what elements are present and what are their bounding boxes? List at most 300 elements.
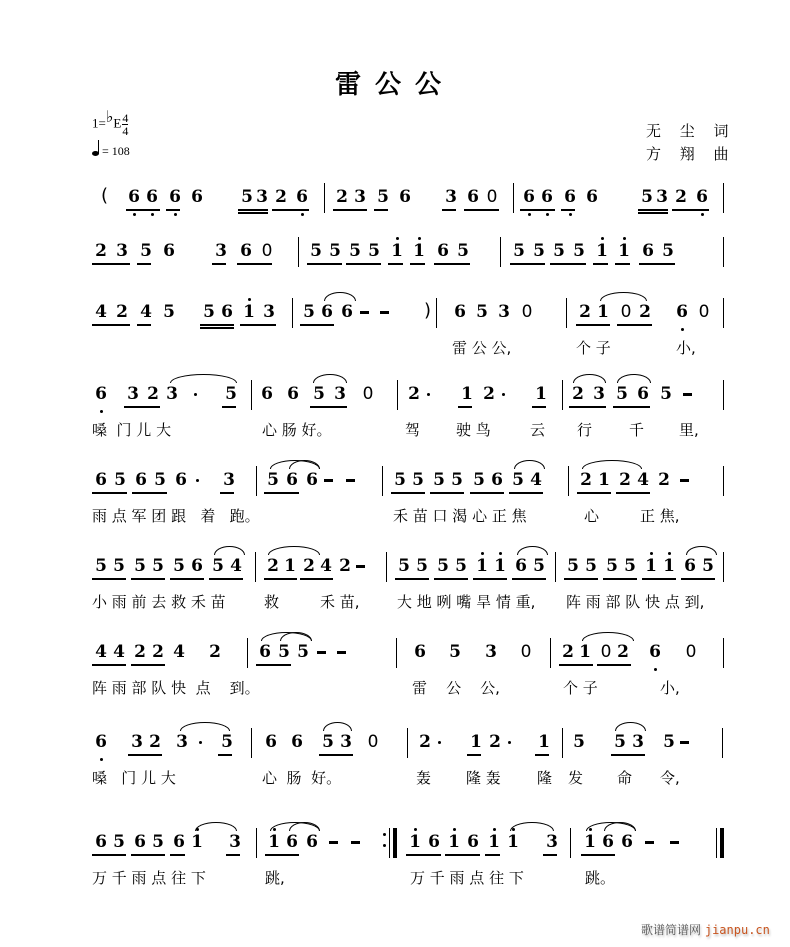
note-digit: 6 [428,832,440,852]
sustain-dash [680,741,689,744]
rest [366,731,380,753]
note [220,301,234,323]
note [258,641,272,663]
note-digit: 5 [573,732,585,752]
note-digit: 6 [637,384,649,404]
note [701,555,715,577]
note-digit: 6 [221,302,233,322]
lyric-text: 小, [676,339,696,357]
note [112,555,126,577]
note [460,383,474,405]
barline [251,728,252,758]
rest [619,301,633,323]
rest [520,301,534,323]
note-digit: 2 [408,384,420,404]
note-digit: 4 [173,642,185,662]
note-digit: 2 [483,384,495,404]
note-digit: 5 [433,470,445,490]
note [321,731,335,753]
beam-underline [126,209,160,211]
barline [397,380,398,410]
barline [570,828,571,858]
note-digit: 3 [445,187,457,207]
credits [646,120,736,166]
note [453,301,467,323]
note [202,301,216,323]
beam-underline [672,209,709,211]
note-digit: 5 [134,556,146,576]
note [623,555,637,577]
octave-down-dot-icon [133,213,136,216]
beam-underline [617,324,652,326]
octave-up-dot-icon [414,828,417,831]
note-digit: 5 [567,556,579,576]
note [309,240,323,262]
note [532,555,546,577]
time-denominator: 4 [122,124,129,138]
note [339,731,353,753]
note [319,555,333,577]
note [488,731,502,753]
lyric-text: 发 [568,769,584,787]
beam-underline [200,327,234,329]
note [592,383,606,405]
note [529,469,543,491]
note [302,301,316,323]
beam-underline [137,324,151,326]
note [242,301,256,323]
note-digit: 2 [339,556,351,576]
note [636,383,650,405]
note-digit: 6 [286,832,298,852]
beam-underline [520,209,555,211]
beam-underline [395,578,429,580]
note [540,186,554,208]
note-digit: 5 [267,470,279,490]
note [571,383,585,405]
note [224,383,238,405]
beam-underline [593,263,608,265]
beam-underline [615,263,630,265]
beam-underline [467,754,481,756]
note-digit: 6 [191,187,203,207]
note-digit: 1 [448,832,460,852]
note-digit: 4 [95,642,107,662]
note [475,555,489,577]
rest [260,240,274,262]
beam-underline [272,209,309,211]
note-digit: 1 [461,384,473,404]
note [522,186,536,208]
note-digit: 6 [175,470,187,490]
lyric-text: 小, [660,679,680,697]
note [146,383,160,405]
note-digit: 3 [229,832,241,852]
note-digit: 2 [152,642,164,662]
note-digit: 6 [399,187,411,207]
note [537,731,551,753]
note-digit: 1 [535,384,547,404]
lyricist-credit: 无 尘 词 [646,122,736,140]
score-system [0,831,790,911]
note-digit: 5 [624,556,636,576]
octave-up-dot-icon [668,552,671,555]
song-title: 雷公公 [334,70,455,100]
barline [396,638,397,668]
lyric-text: 雷 公 公, [452,339,512,357]
note [94,555,108,577]
note [296,641,310,663]
octave-up-dot-icon [601,237,604,240]
note [552,240,566,262]
note [353,186,367,208]
note-digit: 5 [553,241,565,261]
beam-underline [137,263,151,265]
note [165,383,179,405]
beam-underline [434,263,470,265]
note-digit: 3 [166,384,178,404]
note [208,641,222,663]
note [94,301,108,323]
note-digit: 2 [275,187,287,207]
augmentation-dot [502,393,505,396]
note-digit: 3 [176,732,188,752]
note-digit: 6 [173,832,185,852]
note [579,469,593,491]
lyric-text: 行 [577,421,593,439]
beam-underline [92,664,126,666]
beam-underline [510,263,545,265]
note-digit: 6 [642,241,654,261]
note [262,301,276,323]
note [436,555,450,577]
note-digit: 5 [113,832,125,852]
note-digit: 6 [467,187,479,207]
beam-underline [200,324,234,326]
note [139,301,153,323]
note-digit: 3 [546,832,558,852]
note-digit: 5 [377,187,389,207]
note [172,831,186,853]
note-digit: 0 [520,642,532,662]
barline [256,828,257,858]
score-system [0,641,790,721]
note [648,641,662,663]
note [572,731,586,753]
tempo-value: = 108 [102,144,130,158]
lyric-text: 阵 雨 部 队 快 点 到, [566,593,705,611]
octave-up-dot-icon [453,828,456,831]
note [283,555,297,577]
note [134,469,148,491]
octave-down-dot-icon [301,213,304,216]
lyric-text: 千 [629,421,645,439]
beam-underline [131,578,165,580]
note [285,831,299,853]
barline [722,728,723,758]
note [175,731,189,753]
note-digit: 5 [349,241,361,261]
lyric-text: 跳。 [585,869,616,887]
note-digit: 5 [152,832,164,852]
note [112,831,126,853]
note [450,469,464,491]
note [266,555,280,577]
note-digit: 4 [113,642,125,662]
note-digit: 1 [645,556,657,576]
note [266,469,280,491]
note [348,240,362,262]
beam-underline [561,209,575,211]
note [94,641,108,663]
note-digit: 5 [606,556,618,576]
key-prefix: 1= [92,115,106,131]
note [151,555,165,577]
note [190,186,204,208]
score-system [0,555,790,635]
lyric-text: 心 肠 好。 [262,769,342,787]
time-numerator: 4 [122,111,129,125]
note [145,186,159,208]
beam-underline [638,212,668,214]
rest [519,641,533,663]
note-digit: 6 [135,470,147,490]
note-digit: 3 [131,732,143,752]
note-digit: 2 [489,732,501,752]
beam-underline [406,854,441,856]
note-digit: 5 [368,241,380,261]
beam-underline [576,324,610,326]
beam-underline [220,492,234,494]
barline [555,552,556,582]
watermark [641,921,770,938]
note-digit: 2 [116,302,128,322]
note-digit: 1 [191,832,203,852]
note [595,240,609,262]
lyric-text: 心 肠 好。 [262,421,332,439]
note-digit: 6 [621,832,633,852]
note-digit: 6 [95,384,107,404]
note [512,240,526,262]
note [601,831,615,853]
note-digit: 2 [562,642,574,662]
note-digit: 5 [114,470,126,490]
lyric-text: 雨 点 军 团 跟 着 跑。 [92,507,260,525]
note [585,186,599,208]
lyric-text: 嗓 门 儿 大 [92,769,176,787]
sustain-dash [645,841,654,844]
note-digit: 0 [367,732,379,752]
note-digit: 6 [95,832,107,852]
note [333,383,347,405]
note-digit: 6 [602,832,614,852]
beam-underline [445,854,480,856]
beam-underline [616,492,650,494]
beam-underline [581,854,615,856]
note-digit: 6 [586,187,598,207]
note [444,186,458,208]
beam-underline [132,492,167,494]
augmentation-dot [199,741,202,744]
note-digit: 1 [243,302,255,322]
beam-underline [577,492,611,494]
note [411,469,425,491]
note-digit: 2 [658,470,670,490]
slur-tie [615,722,646,731]
note-digit: 1 [391,241,403,261]
beam-underline [310,406,347,408]
lyric-text: 令, [660,769,680,787]
note [397,555,411,577]
note [229,555,243,577]
note-digit: 5 [476,302,488,322]
note [454,555,468,577]
note [620,831,634,853]
barline [723,552,724,582]
note [113,469,127,491]
note [277,641,291,663]
beam-underline [391,492,425,494]
note-digit: 5 [322,732,334,752]
note [295,186,309,208]
sustain-dash [380,311,389,314]
lyric-text: 雷 公 公, [412,679,500,697]
barline [562,380,563,410]
note-digit: 3 [485,642,497,662]
note-digit: 6 [128,187,140,207]
note-digit: 1 [598,470,610,490]
note [214,240,228,262]
sustain-dash [683,393,692,396]
barline [298,237,299,267]
note [264,731,278,753]
note-digit: 5 [702,556,714,576]
note [148,731,162,753]
beam-underline [131,664,165,666]
note-digit: 6 [95,470,107,490]
sustain-dash [337,651,346,654]
note-digit: 3 [256,187,268,207]
note-digit: 3 [127,384,139,404]
note-digit: 5 [614,732,626,752]
note-digit: 3 [593,384,605,404]
beam-underline [509,492,543,494]
barline [292,298,293,328]
beam-underline [128,754,162,756]
note [367,240,381,262]
note [393,469,407,491]
beam-underline [638,209,668,211]
note [255,186,269,208]
score-system [0,469,790,549]
barline [386,552,387,582]
note [572,240,586,262]
lyric-text: 正 焦, [640,507,680,525]
note [127,186,141,208]
beam-underline [238,209,268,211]
note-digit: 2 [619,470,631,490]
note [657,469,671,491]
note [302,555,316,577]
intro-bracket: ( [101,185,109,206]
slur-tie [323,722,352,731]
note-digit: 4 [140,302,152,322]
note-digit: 5 [113,556,125,576]
beam-underline [92,263,130,265]
note-digit: 6 [291,732,303,752]
note-digit: 5 [455,556,467,576]
note-digit: 5 [212,556,224,576]
barline [247,638,248,668]
slur-tie [195,822,237,831]
note-digit: 3 [223,470,235,490]
lyric-text: 跳, [265,869,285,887]
note-digit: 6 [523,187,535,207]
note-digit: 2 [336,187,348,207]
note-digit: 1 [663,556,675,576]
flat-icon: ♭ [105,109,114,127]
rest [485,186,499,208]
note [126,383,140,405]
lyric-text: 隆 [537,769,553,787]
score-system [0,731,790,811]
note [220,731,234,753]
note-digit: 6 [95,732,107,752]
note-digit: 5 [163,302,175,322]
note-digit: 6 [437,241,449,261]
octave-down-dot-icon [100,410,103,413]
lyric-text: 救 [264,593,280,611]
note-digit: 5 [573,241,585,261]
note [638,301,652,323]
note-digit: 2 [303,556,315,576]
beam-underline [639,263,675,265]
note-digit: 1 [584,832,596,852]
note [94,831,108,853]
octave-down-dot-icon [174,213,177,216]
note-digit: 5 [140,241,152,261]
note [605,555,619,577]
note [636,469,650,491]
note [578,641,592,663]
lyric-text: 驶 鸟 [456,421,491,439]
note-digit: 6 [454,302,466,322]
note-digit: 3 [215,241,227,261]
augmentation-dot [508,741,511,744]
quarter-note-icon [92,151,99,156]
note [151,641,165,663]
note [190,831,204,853]
note [427,831,441,853]
note-digit: 3 [632,732,644,752]
beam-underline [613,406,650,408]
note [112,641,126,663]
beam-underline [388,263,403,265]
note [490,469,504,491]
note [472,469,486,491]
beam-underline [464,209,499,211]
note-digit: 0 [486,187,498,207]
beam-underline [300,578,333,580]
note-digit: 5 [173,556,185,576]
note [168,186,182,208]
beam-underline [264,578,297,580]
note [340,301,354,323]
slur-tie [180,722,230,731]
note [641,240,655,262]
octave-up-dot-icon [650,552,653,555]
note-digit: 6 [541,187,553,207]
